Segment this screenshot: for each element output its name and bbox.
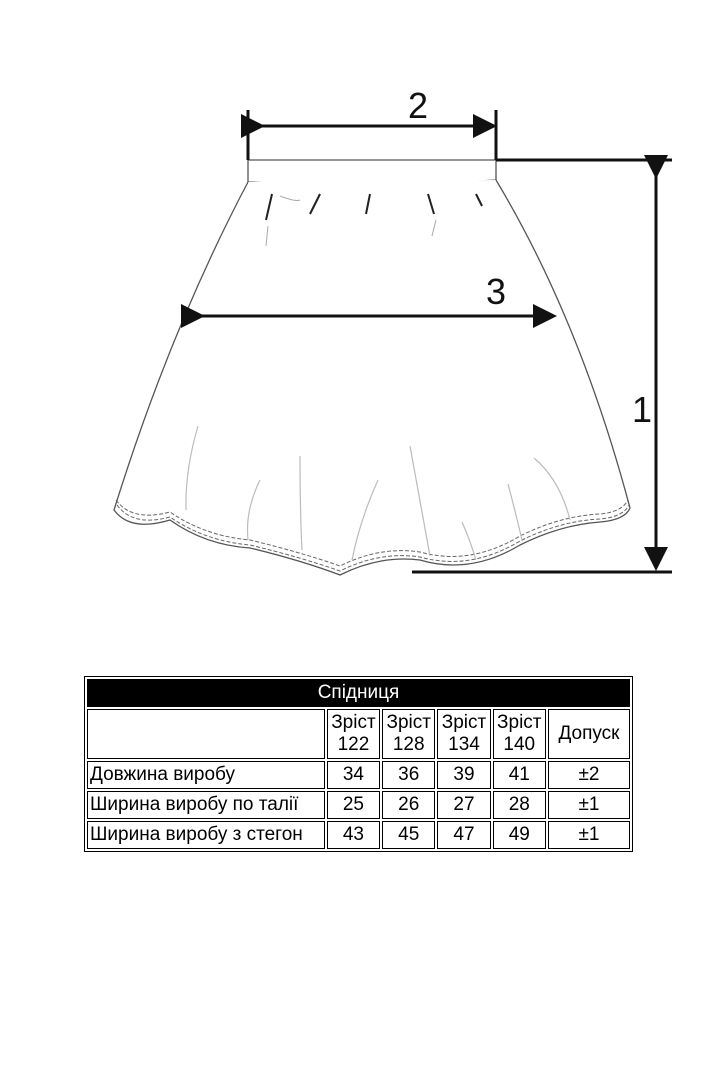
table-cell: 39 xyxy=(437,761,490,789)
header-line2: 128 xyxy=(392,734,425,755)
table-title: Спідниця xyxy=(87,679,630,707)
header-height-140 xyxy=(493,709,546,759)
header-height-122 xyxy=(327,709,380,759)
row-label: Довжина виробу xyxy=(87,761,325,789)
table-cell: 27 xyxy=(437,791,490,819)
dimension-label-3: 3 xyxy=(486,271,507,312)
header-line2: 134 xyxy=(448,734,480,755)
table-cell: 25 xyxy=(327,791,380,819)
table-cell: 28 xyxy=(493,791,546,819)
header-tolerance xyxy=(548,709,630,759)
table-cell: 47 xyxy=(437,821,490,849)
table-cell: 36 xyxy=(382,761,435,789)
dimension-label-1: 1 xyxy=(632,389,653,430)
header-line1: Допуск xyxy=(558,723,620,744)
size-table xyxy=(84,676,633,852)
header-line1: Зріст xyxy=(441,712,487,733)
table-cell: ±1 xyxy=(548,821,630,849)
table-cell: 41 xyxy=(493,761,546,789)
table-cell: 26 xyxy=(382,791,435,819)
table-cell: ±2 xyxy=(548,761,630,789)
skirt-body-outline xyxy=(114,180,630,575)
header-line2: 122 xyxy=(337,734,370,755)
dimension-2-waist xyxy=(248,85,496,160)
header-line1: Зріст xyxy=(331,712,376,733)
table-cell: 43 xyxy=(327,821,380,849)
table-row xyxy=(87,761,630,789)
row-label: Ширина виробу по талії xyxy=(87,791,325,819)
header-line2: 140 xyxy=(503,734,536,755)
header-line1: Зріст xyxy=(497,712,542,733)
table-cell: ±1 xyxy=(548,791,630,819)
table-row xyxy=(87,791,630,819)
table-cell: 49 xyxy=(493,821,546,849)
table-row xyxy=(87,821,630,849)
table-cell: 45 xyxy=(382,821,435,849)
header-line1: Зріст xyxy=(386,712,431,733)
header-height-134 xyxy=(437,709,490,759)
row-label: Ширина виробу з стегон xyxy=(87,821,325,849)
header-height-128 xyxy=(382,709,435,759)
header-empty xyxy=(87,709,325,759)
table-cell: 34 xyxy=(327,761,380,789)
dimension-label-2: 2 xyxy=(408,85,429,126)
